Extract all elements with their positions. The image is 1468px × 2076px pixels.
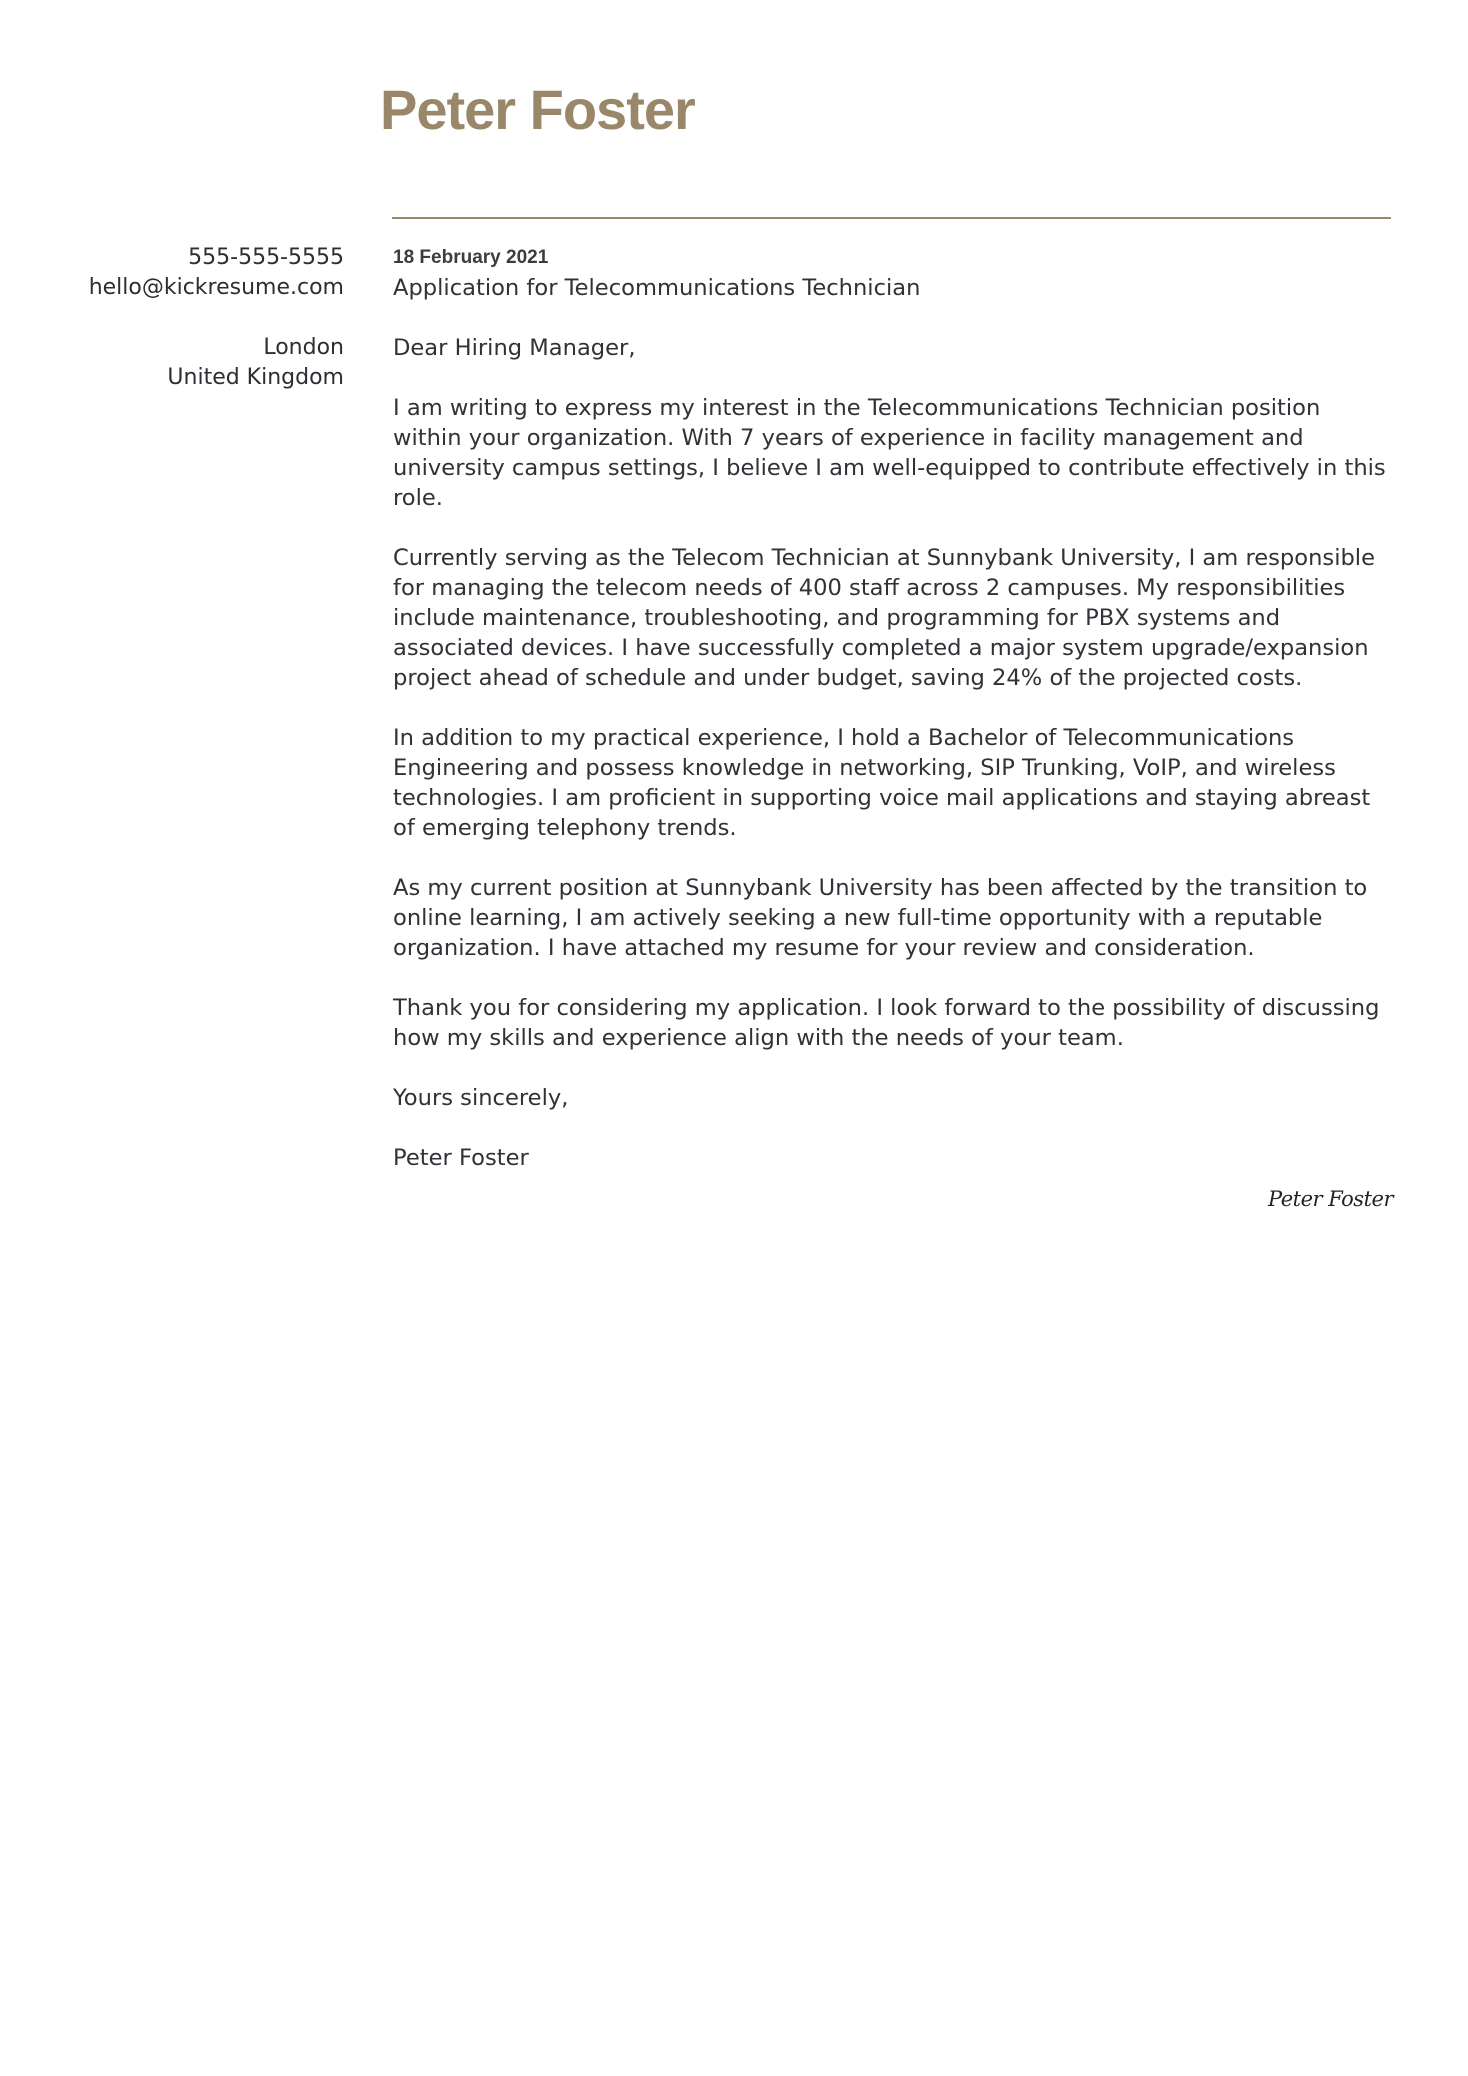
letter-paragraph: As my current position at Sunnybank University has been affected by the transition to online learning, I am actively seeking a new full-time opportunity with a reputable organization. I have attached my resume for your review and consideration. bbox=[393, 875, 1368, 961]
letter-paragraph: In addition to my practical experience, I hold a Bachelor of Telecommunications Engineering and possess knowledge in networking, SIP Trunking, VoIP, and wireless technologies. I am proficient in supporting voice mail applications and staying abreast of emerging telephony trends. bbox=[393, 725, 1371, 841]
letter-body bbox=[393, 243, 1393, 1203]
letter-paragraph: I am writing to express my interest in the Telecommunications Technician position within your organization. With 7 years of experience in facility management and university campus settings, I believe I am well-equipped to contribute effectively in this role. bbox=[393, 395, 1386, 511]
signature: Peter Foster bbox=[1268, 1187, 1393, 1211]
letter-greeting: Dear Hiring Manager, bbox=[393, 335, 636, 361]
letter-subject: Application for Telecommunications Technician bbox=[393, 275, 921, 301]
contact-city: London bbox=[263, 335, 344, 360]
letter-paragraph: Thank you for considering my application. I look forward to the possibility of discussing how my skills and experience align with the needs of your team. bbox=[393, 995, 1380, 1051]
page-title: Peter Foster bbox=[380, 78, 695, 141]
contact-spacer bbox=[89, 303, 344, 333]
letter-paragraph: Currently serving as the Telecom Technician at Sunnybank University, I am responsible for managing the telecom needs of 400 staff across 2 campuses. My responsibilities include maintenance, troubleshooting, and programming for PBX systems and associated devices. I have successfully completed a major system upgrade/expansion project ahead of schedule and under budget, saving 24% of the projected costs. bbox=[393, 545, 1375, 691]
letter-date: 18 February 2021 bbox=[393, 247, 549, 268]
contact-block bbox=[89, 243, 344, 393]
letter-sender-name: Peter Foster bbox=[393, 1145, 529, 1171]
contact-phone: 555-555-5555 bbox=[188, 245, 344, 270]
contact-email: hello@kickresume.com bbox=[88, 275, 344, 300]
header-divider bbox=[392, 217, 1391, 219]
letter-closing: Yours sincerely, bbox=[393, 1085, 569, 1111]
contact-country: United Kingdom bbox=[167, 365, 344, 390]
